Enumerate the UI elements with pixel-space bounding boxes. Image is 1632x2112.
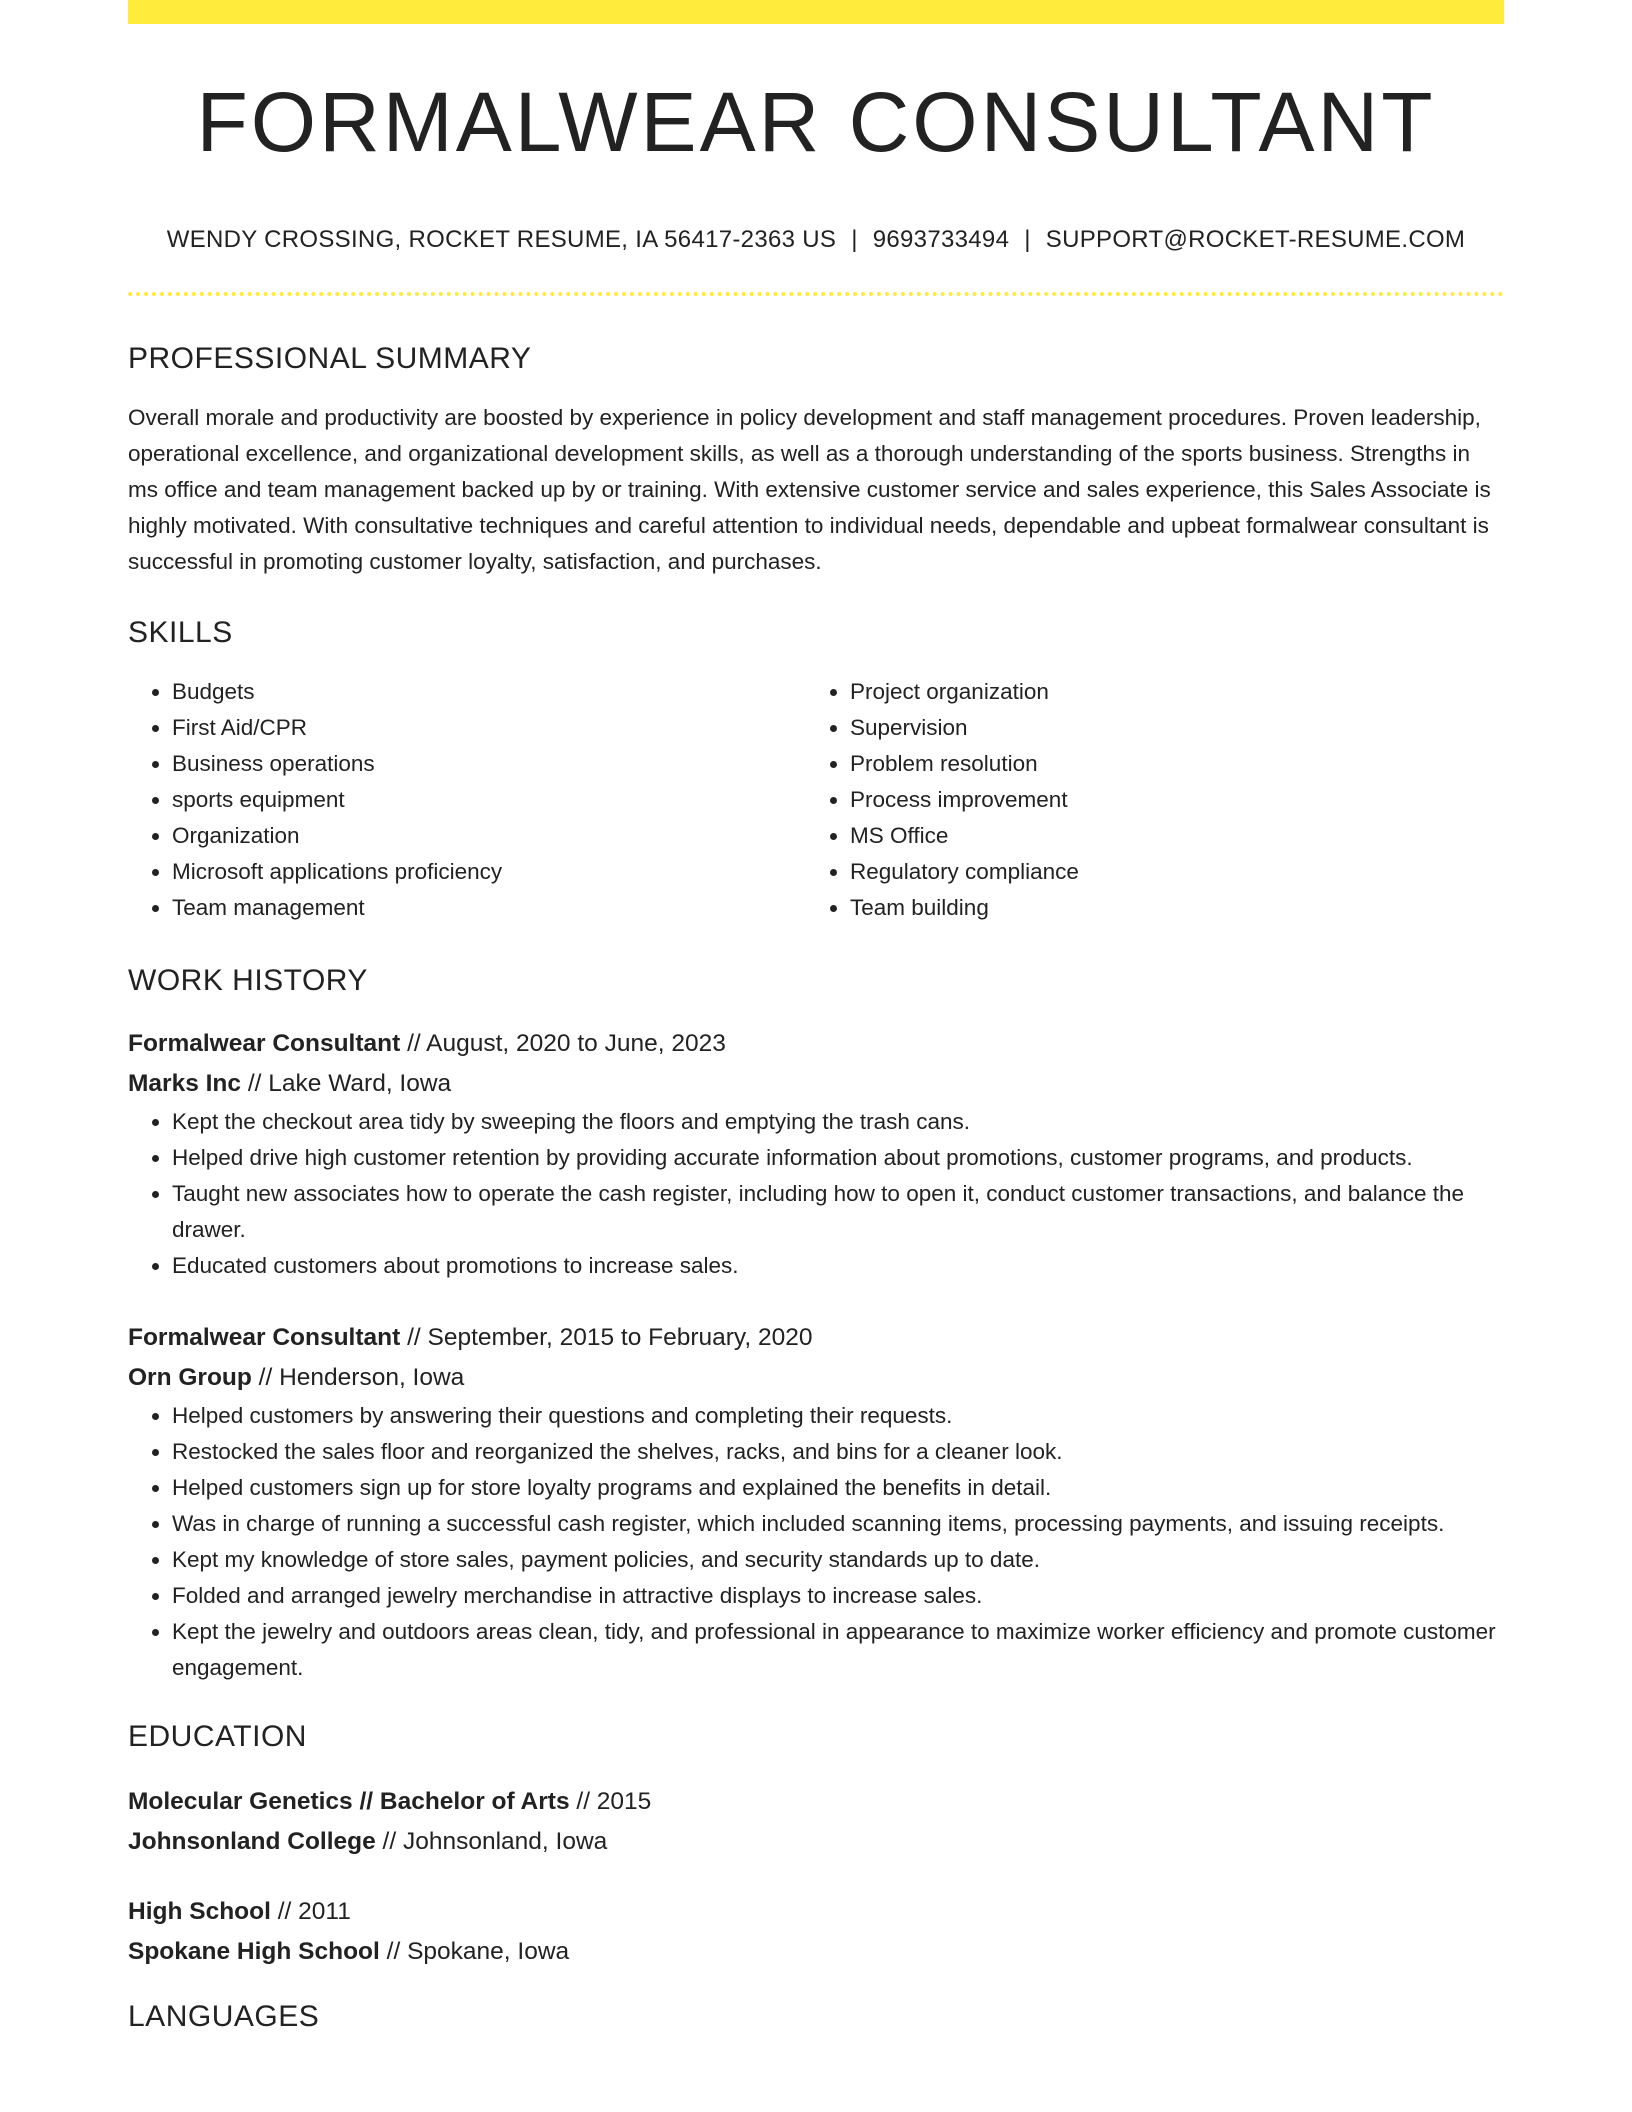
job-company: Marks Inc	[128, 1070, 242, 1097]
job-duty: • Taught new associates how to operate the cash register, including how to open it, conduct customer transactions, and balance the drawer.	[172, 1176, 1504, 1248]
job-duties-list	[128, 1104, 1504, 1284]
work-history-heading: WORK HISTORY	[128, 964, 368, 997]
job-location: // Lake Ward, Iowa	[241, 1070, 452, 1097]
page-title: FORMALWEAR CONSULTANT	[196, 75, 1436, 169]
job-duty: • Kept the checkout area tidy by sweeping the floors and emptying the trash cans.	[172, 1104, 1504, 1140]
contact-separator: |	[851, 226, 858, 253]
job-dates: // August, 2020 to June, 2023	[400, 1030, 726, 1057]
job-entry	[128, 1318, 1504, 1686]
skill-item: • First Aid/CPR	[172, 710, 806, 746]
education-entry	[128, 1782, 1504, 1862]
contact-address: WENDY CROSSING, ROCKET RESUME, IA 56417-2363 US	[166, 226, 837, 253]
dotted-divider	[128, 292, 1504, 296]
job-company: Orn Group	[128, 1364, 252, 1391]
skill-item: • Regulatory compliance	[850, 854, 1484, 890]
education-school-line	[128, 1932, 1504, 1972]
contact-separator: |	[1024, 226, 1031, 253]
job-duty: • Was in charge of running a successful cash register, which included scanning items, processing payments, and issuing receipts.	[172, 1506, 1504, 1542]
job-title-line	[128, 1024, 1504, 1064]
accent-bar	[128, 0, 1504, 24]
skill-item: • Team management	[172, 890, 806, 926]
education-degree: High School	[128, 1898, 271, 1925]
education-degree-line	[128, 1782, 1504, 1822]
skill-item: • MS Office	[850, 818, 1484, 854]
job-company-line	[128, 1358, 1504, 1398]
job-entry	[128, 1024, 1504, 1284]
education-school: Johnsonland College	[128, 1828, 376, 1855]
skill-item: • Process improvement	[850, 782, 1484, 818]
education-degree: Molecular Genetics // Bachelor of Arts	[128, 1788, 570, 1815]
job-duty: • Folded and arranged jewelry merchandise in attractive displays to increase sales.	[172, 1578, 1504, 1614]
education-location: // Johnsonland, Iowa	[375, 1828, 608, 1855]
job-duty: • Restocked the sales floor and reorganized the shelves, racks, and bins for a cleaner look.	[172, 1434, 1504, 1470]
skills-column-left	[128, 674, 806, 926]
contact-phone: 9693733494	[872, 226, 1010, 253]
job-title: Formalwear Consultant	[128, 1030, 401, 1057]
skill-item: • Business operations	[172, 746, 806, 782]
resume-page	[128, 0, 1504, 2032]
education-degree-line	[128, 1892, 1504, 1932]
skill-item: • Microsoft applications proficiency	[172, 854, 806, 890]
summary-heading: PROFESSIONAL SUMMARY	[128, 342, 532, 375]
education-entry	[128, 1892, 1504, 1972]
job-duty: • Helped customers sign up for store loyalty programs and explained the benefits in detail.	[172, 1470, 1504, 1506]
contact-line	[128, 226, 1504, 254]
job-duties-list	[128, 1398, 1504, 1686]
education-year: // 2011	[270, 1898, 351, 1925]
skill-item: • Organization	[172, 818, 806, 854]
summary-text: Overall morale and productivity are boosted by experience in policy development and staff management procedures. Proven leadership, operational excellence, and organizational development skills, as well as a thorough understanding of the sports business. Strengths in ms office and team management backed up by or training. With extensive customer service and sales experience, this Sales Associate is highly motivated. With consultative techniques and careful attention to individual needs, dependable and upbeat formalwear consultant is successful in promoting customer loyalty, satisfaction, and purchases.	[128, 405, 1491, 574]
skill-item: • Problem resolution	[850, 746, 1484, 782]
education-school: Spokane High School	[128, 1938, 380, 1965]
skills-heading: SKILLS	[128, 616, 233, 649]
job-dates: // September, 2015 to February, 2020	[400, 1324, 813, 1351]
job-duty: • Helped customers by answering their questions and completing their requests.	[172, 1398, 1504, 1434]
job-duty: • Kept my knowledge of store sales, payment policies, and security standards up to date.	[172, 1542, 1504, 1578]
job-duty: • Kept the jewelry and outdoors areas clean, tidy, and professional in appearance to maximize worker efficiency and promote customer engagement.	[172, 1614, 1504, 1686]
skill-item: • sports equipment	[172, 782, 806, 818]
skills-column-right	[806, 674, 1484, 926]
job-duty: • Educated customers about promotions to increase sales.	[172, 1248, 1504, 1284]
education-heading: EDUCATION	[128, 1720, 307, 1753]
languages-heading: LANGUAGES	[128, 2000, 320, 2033]
skills-list	[128, 674, 1504, 926]
skill-item: • Project organization	[850, 674, 1484, 710]
job-duty: • Helped drive high customer retention by providing accurate information about promotions, customer programs, and products.	[172, 1140, 1504, 1176]
skill-item: • Supervision	[850, 710, 1484, 746]
skill-item: • Team building	[850, 890, 1484, 926]
skill-item: • Budgets	[172, 674, 806, 710]
education-school-line	[128, 1822, 1504, 1862]
education-year: // 2015	[569, 1788, 652, 1815]
job-company-line	[128, 1064, 1504, 1104]
education-location: // Spokane, Iowa	[379, 1938, 570, 1965]
job-title: Formalwear Consultant	[128, 1324, 401, 1351]
contact-email: SUPPORT@ROCKET-RESUME.COM	[1045, 226, 1466, 253]
job-location: // Henderson, Iowa	[251, 1364, 465, 1391]
job-title-line	[128, 1318, 1504, 1358]
